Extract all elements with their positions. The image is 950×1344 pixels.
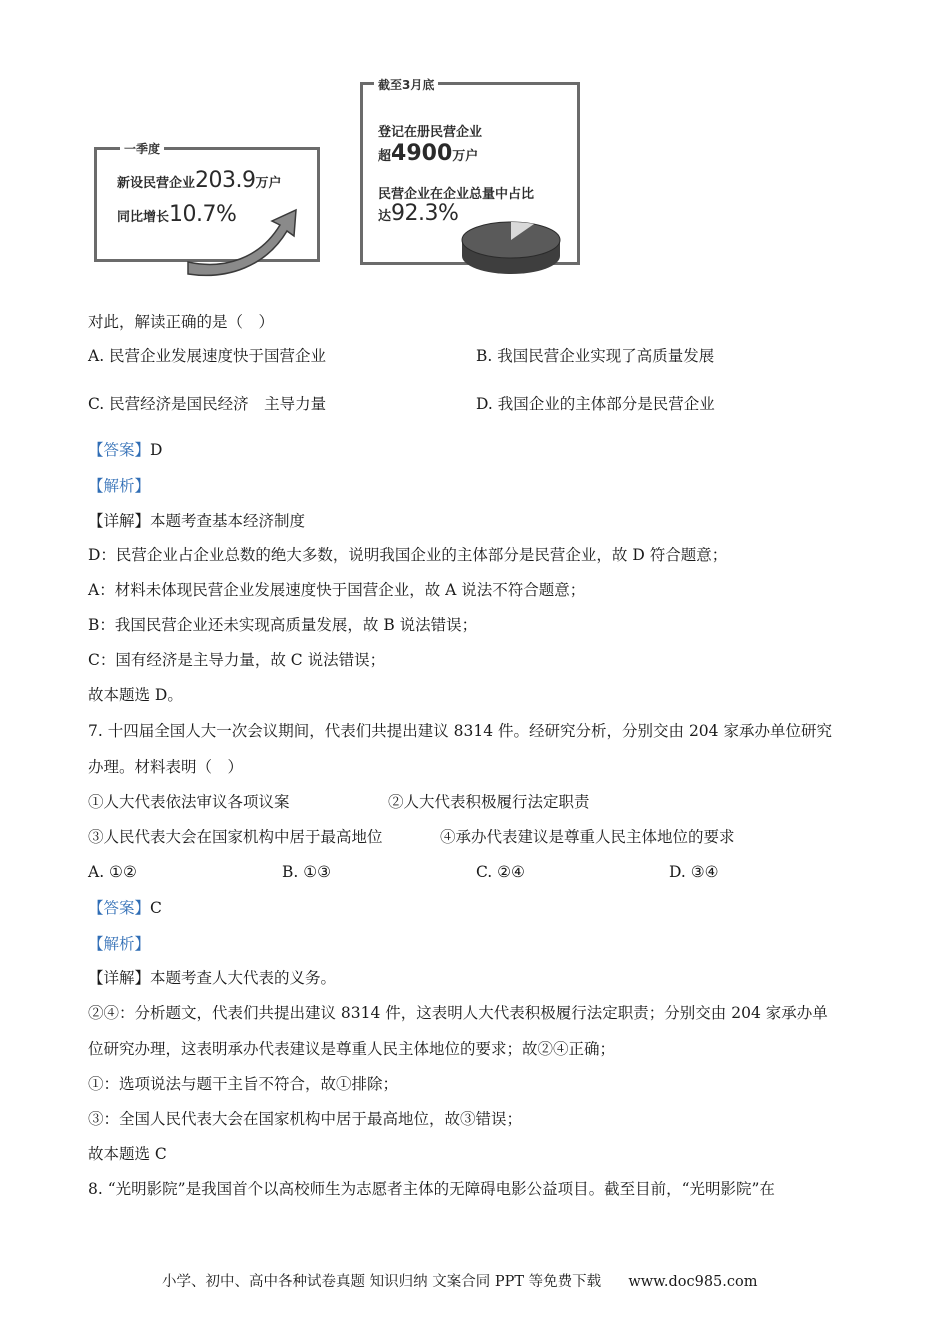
q7-item-3: ③人民代表大会在国家机构中居于最高地位 [88,828,383,846]
q7-item-1: ①人大代表依法审议各项议案 [88,793,290,811]
infographic-right-label: 截至3月底 [374,76,438,93]
q7-option-b: B. ①③ [282,863,332,881]
answer-tag: 【答案】 [88,899,151,917]
share-label: 民营企业在企业总量中占比 [378,187,535,202]
q7-line-3: ①：选项说法与题干主旨不符合，故①排除； [88,1075,399,1093]
registered-firms-label: 登记在册民营企业 [378,125,483,140]
q7-stem-line1: 7. 十四届全国人大一次会议期间，代表们共提出建议 8314 件。经研究分析，分别交由 204 家承办单位研究 [88,722,832,740]
detail-text: 本题考查基本经济制度 [150,512,306,530]
new-firms-prefix: 新设民营企业 [117,176,196,191]
infographic-left-label: 一季度 [120,140,164,157]
q7-option-a: A. ①② [88,863,137,881]
q6-option-d: D. 我国企业的主体部分是民营企业 [476,395,715,413]
q6-line-3: B：我国民营企业还未实现高质量发展，故 B 说法错误； [88,616,478,634]
q7-analysis-tag: 【解析】 [88,935,151,953]
detail-tag: 【详解】 [88,512,151,530]
footer-url[interactable]: www.doc985.com [628,1274,758,1290]
answer-tag: 【答案】 [88,441,151,459]
footer [162,1270,757,1291]
q6-option-c: C. 民营经济是国民经济 主导力量 [88,395,327,413]
q6-line-2: A：材料未体现民营企业发展速度快于国营企业，故 A 说法不符合题意； [88,581,586,599]
share-prefix: 达 [378,209,392,224]
q6-detail [88,511,305,531]
share-value: 92.3% [391,201,459,226]
growth-value: 10.7% [169,202,237,227]
q7-line-1: ②④：分析题文，代表们共提出建议 8314 件，这表明人大代表积极履行法定职责；分别交由 204 家承办单 [88,1004,828,1022]
q7-line-5: 故本题选 C [88,1145,167,1163]
footer-text: 小学、初中、高中各种试卷真题 知识归纳 文案合同 PPT 等免费下载 [162,1274,602,1290]
infographic-left-line1 [117,168,282,193]
q6-line-4: C：国有经济是主导力量，故 C 说法错误； [88,651,386,669]
answer-value: D [150,441,163,459]
registered-value: 4900 [391,141,453,166]
q7-item-4: ④承办代表建议是尊重人民主体地位的要求 [440,828,735,846]
q7-line-2: 位研究办理，这表明承办代表建议是尊重人民主体地位的要求；故②④正确； [88,1040,616,1058]
q7-answer [88,898,162,918]
q7-option-c: C. ②④ [476,863,525,881]
q7-line-4: ③：全国人民代表大会在国家机构中居于最高地位，故③错误； [88,1110,523,1128]
registered-firms-line [378,141,478,166]
q6-line-1: D：民营企业占企业总数的绝大多数，说明我国企业的主体部分是民营企业，故 D 符合题意； [88,546,728,564]
pie-chart-icon [458,214,564,284]
detail-tag: 【详解】 [88,969,151,987]
q8-stem-line1: 8. “光明影院”是我国首个以高校师生为志愿者主体的无障碍电影公益项目。截至目前，“光明影院”在 [88,1180,775,1198]
share-line [378,201,458,226]
growth-prefix: 同比增长 [117,210,170,225]
q6-option-a: A. 民营企业发展速度快于国营企业 [88,347,327,365]
detail-text: 本题考查人大代表的义务。 [150,969,337,987]
registered-unit: 万户 [452,149,479,164]
answer-value: C [150,899,162,917]
q7-item-2: ②人大代表积极履行法定职责 [388,793,590,811]
registered-prefix: 超 [378,149,392,164]
new-firms-value: 203.9 [195,168,256,193]
q6-line-5: 故本题选 D。 [88,686,183,704]
q6-option-b: B. 我国民营企业实现了高质量发展 [476,347,715,365]
q7-stem-line2: 办理。材料表明（ ） [88,758,244,776]
q6-analysis-tag: 【解析】 [88,477,151,495]
new-firms-unit: 万户 [255,176,282,191]
q6-stem: 对此，解读正确的是（ ） [88,313,275,331]
q6-answer [88,440,162,460]
q7-detail [88,968,336,988]
q7-option-d: D. ③④ [669,863,719,881]
growth-arrow-icon [180,200,310,280]
